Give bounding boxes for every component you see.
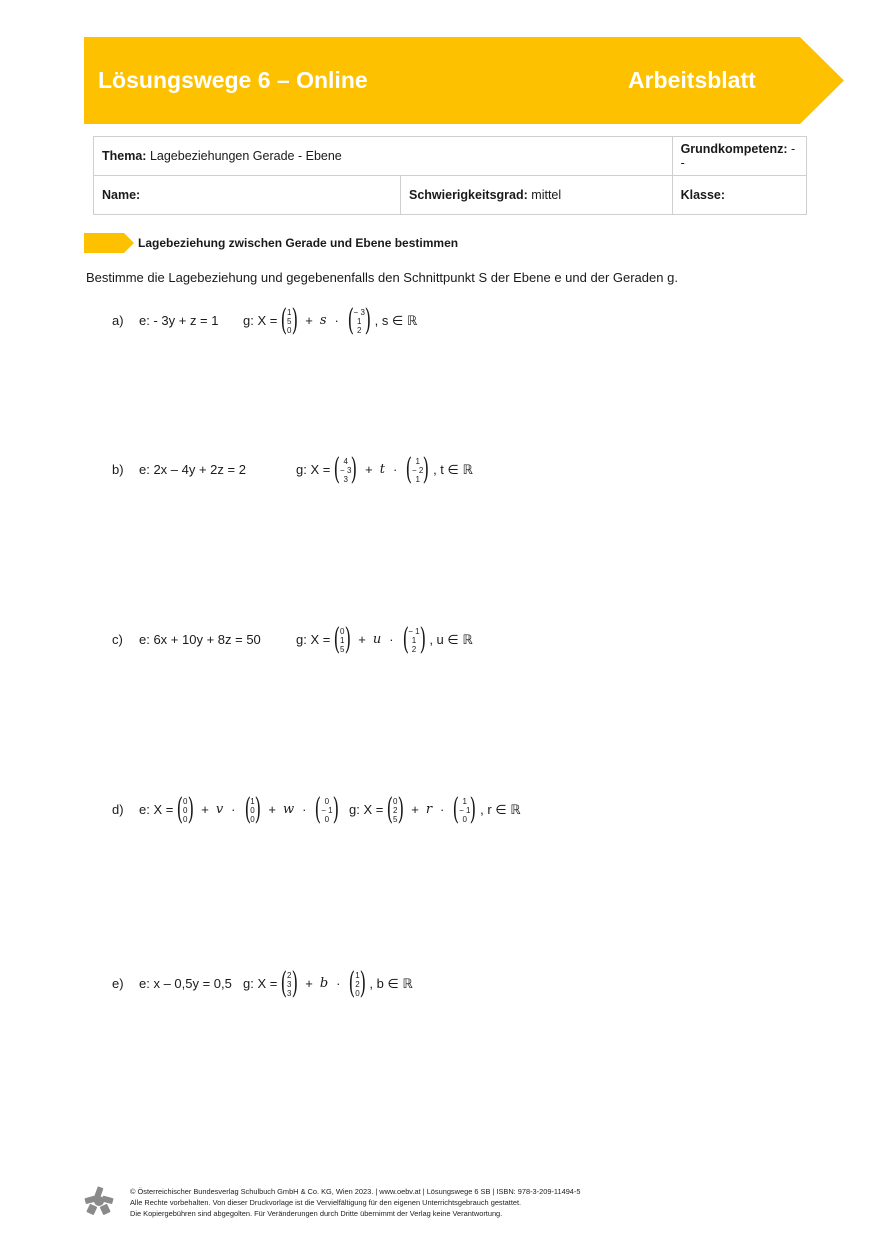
vector-component: 2 xyxy=(287,970,292,980)
direction-vector: ( 1 2 0 ) xyxy=(349,966,366,1001)
vector-component: 1 xyxy=(250,796,255,806)
task-letter: a) xyxy=(112,313,124,328)
header-banner xyxy=(84,37,844,124)
vector-component: 0 xyxy=(183,805,188,815)
plus-sign: + xyxy=(305,313,313,328)
parameter-domain: , u ∈ ℝ xyxy=(429,632,473,647)
copyright-footer xyxy=(130,1186,581,1219)
worksheet-info-table xyxy=(93,136,807,215)
vector-component: 1 xyxy=(355,970,360,980)
competence-label: Grundkompetenz: xyxy=(680,142,788,156)
parameter: w xyxy=(283,802,295,817)
vector-component: 0 xyxy=(340,626,345,636)
vector-component: − 1 xyxy=(408,626,420,636)
vector-component: 0 xyxy=(250,814,255,824)
dot-operator: · xyxy=(389,632,394,647)
difficulty-label: Schwierigkeitsgrad: xyxy=(409,188,528,202)
topic-value: Lagebeziehungen Gerade - Ebene xyxy=(149,149,342,163)
vector-component: 5 xyxy=(287,316,292,326)
vector-component: 1 xyxy=(462,796,467,806)
vector-component: 2 xyxy=(411,644,417,654)
dot-operator: · xyxy=(302,802,307,817)
position-vector: ( 2 3 3 ) xyxy=(280,966,298,1001)
difficulty-value: mittel xyxy=(531,188,562,202)
vector-component: 1 xyxy=(287,307,292,317)
parameter-domain: , b ∈ ℝ xyxy=(369,976,413,991)
plane-equation xyxy=(139,790,342,830)
vector-component: 3 xyxy=(287,988,292,998)
vector-component: 3 xyxy=(287,979,292,989)
task-letter: c) xyxy=(112,632,123,647)
footer-line: Alle Rechte vorbehalten. Von dieser Druckvorlage ist die Vervielfältigung für den eigenen Unterrichtsgebrauch gestattet. xyxy=(130,1198,522,1207)
plane-direction-vector-2: ( 0 − 1 0 ) xyxy=(315,792,339,827)
vector-component: − 3 xyxy=(340,465,352,475)
vector-component: 0 xyxy=(324,796,330,806)
vector-component: 0 xyxy=(183,814,188,824)
footer-line: Die Kopiergebühren sind abgegolten. Für Veränderungen durch Dritte übernimmt der Verlag keine Verantwortung. xyxy=(130,1209,503,1218)
dot-operator: · xyxy=(336,976,341,991)
difficulty-cell xyxy=(401,176,673,215)
topic-cell xyxy=(94,137,673,176)
line-equation xyxy=(296,450,473,490)
competence-value: -- xyxy=(680,142,796,170)
line-equation xyxy=(243,301,417,341)
class-label: Klasse: xyxy=(680,188,726,202)
plus-sign: + xyxy=(358,632,366,647)
line-equation xyxy=(296,620,473,660)
plus-sign: + xyxy=(305,976,313,991)
vector-component: 5 xyxy=(340,644,345,654)
plane-equation: e: 6x + 10y + 8z = 50 xyxy=(139,632,261,647)
section-title: Lagebeziehung zwischen Gerade und Ebene bestimmen xyxy=(138,236,459,250)
line-prefix: g: X = xyxy=(349,802,384,817)
dot-operator: · xyxy=(231,802,236,817)
vector-component: 2 xyxy=(393,805,398,815)
direction-vector: ( − 3 1 2 ) xyxy=(347,303,371,338)
vector-component: 0 xyxy=(462,814,467,824)
plus-sign: + xyxy=(268,802,276,817)
parameter: r xyxy=(425,802,433,817)
line-equation xyxy=(243,964,413,1004)
vector-component: 0 xyxy=(355,988,360,998)
vector-component: 0 xyxy=(287,325,292,335)
direction-vector: ( − 1 1 2 ) xyxy=(402,622,426,657)
direction-vector: ( 1 − 1 0 ) xyxy=(453,792,477,827)
vector-component: 0 xyxy=(250,805,255,815)
vector-component: 0 xyxy=(324,814,330,824)
vector-component: 1 xyxy=(415,456,420,466)
name-label: Name: xyxy=(102,188,141,202)
line-prefix: g: X = xyxy=(296,632,331,647)
worksheet-series-title: Lösungswege 6 – Online xyxy=(98,67,368,93)
dot-operator: · xyxy=(392,462,398,477)
vector-component: 1 xyxy=(356,316,362,326)
vector-component: 5 xyxy=(393,814,398,824)
position-vector: ( 1 5 0 ) xyxy=(280,303,298,338)
dot-operator: · xyxy=(440,802,445,817)
task-letter: e) xyxy=(112,976,124,991)
vector-component: − 1 xyxy=(459,805,471,815)
line-equation xyxy=(349,790,521,830)
task-instruction: Bestimme die Lagebeziehung und gegebenenfalls den Schnittpunkt S der Ebene e und der Geraden g. xyxy=(86,270,678,285)
line-prefix: g: X = xyxy=(296,462,331,477)
plane-equation: e: - 3y + z = 1 xyxy=(139,313,219,328)
line-prefix: g: X = xyxy=(243,313,278,328)
vector-component: 0 xyxy=(183,796,188,806)
vector-component: − 3 xyxy=(353,307,365,317)
vector-component: − 1 xyxy=(321,805,333,815)
class-cell xyxy=(672,176,806,215)
competence-cell xyxy=(672,137,806,176)
vector-component: 4 xyxy=(343,456,348,466)
publisher-logo-icon xyxy=(84,1186,114,1221)
parameter: t xyxy=(379,462,385,477)
vector-component: − 2 xyxy=(412,465,424,475)
plus-sign: + xyxy=(365,462,373,477)
parameter-domain: , t ∈ ℝ xyxy=(433,462,473,477)
plus-sign: + xyxy=(201,802,209,817)
parameter: b xyxy=(319,976,329,991)
plane-equation: e: 2x – 4y + 2z = 2 xyxy=(139,462,246,477)
task-letter: d) xyxy=(112,802,124,817)
position-vector: ( 0 1 5 ) xyxy=(333,622,351,657)
parameter-domain: , s ∈ ℝ xyxy=(374,313,418,328)
vector-component: 3 xyxy=(343,474,348,484)
dot-operator: · xyxy=(334,313,339,328)
position-vector: ( 0 2 5 ) xyxy=(386,792,404,827)
vector-component: 2 xyxy=(355,979,360,989)
plane-position-vector: ( 0 0 0 ) xyxy=(176,792,194,827)
plus-sign: + xyxy=(411,802,419,817)
position-vector: ( 4 − 3 3 ) xyxy=(333,452,358,487)
vector-component: 1 xyxy=(415,474,420,484)
parameter-domain: , r ∈ ℝ xyxy=(480,802,521,817)
plane-equation: e: x – 0,5y = 0,5 xyxy=(139,976,232,991)
plane-direction-vector-1: ( 1 0 0 ) xyxy=(244,792,261,827)
parameter: v xyxy=(215,802,224,817)
parameter: u xyxy=(372,632,382,647)
direction-vector: ( 1 − 2 1 ) xyxy=(405,452,430,487)
vector-component: 0 xyxy=(393,796,398,806)
worksheet-kind-label: Arbeitsblatt xyxy=(628,67,756,93)
topic-label: Thema: xyxy=(102,149,147,163)
section-arrow-icon xyxy=(84,233,136,253)
vector-component: 1 xyxy=(340,635,345,645)
line-prefix: g: X = xyxy=(243,976,278,991)
task-letter: b) xyxy=(112,462,124,477)
parameter: s xyxy=(319,313,327,328)
footer-line: © Österreichischer Bundesverlag Schulbuch GmbH & Co. KG, Wien 2023. | www.oebv.at | Lösungswege 6 SB | ISBN: 978-3-209-11494-5 xyxy=(130,1187,581,1196)
vector-component: 1 xyxy=(411,635,417,645)
vector-component: 2 xyxy=(356,325,362,335)
name-cell xyxy=(94,176,401,215)
plane-prefix: e: X = xyxy=(139,802,174,817)
